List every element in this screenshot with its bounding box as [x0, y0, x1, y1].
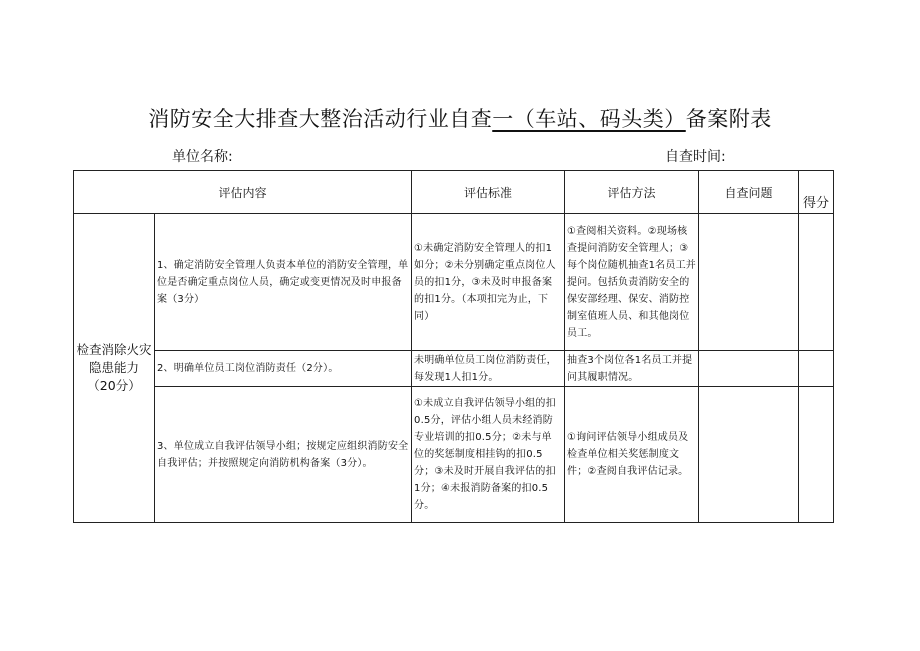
- issue-cell[interactable]: [699, 387, 799, 523]
- header-score: 得分: [799, 171, 834, 214]
- page-title: 消防安全大排查大整治活动行业自查一（车站、码头类）备案附表: [148, 107, 772, 131]
- header-issue: 自查问题: [699, 171, 799, 214]
- method-cell: 抽查3个岗位各1名员工并提问其履职情况。: [565, 351, 699, 387]
- score-cell[interactable]: [799, 351, 834, 387]
- issue-cell[interactable]: [699, 214, 799, 351]
- unit-name-label: 单位名称:: [172, 149, 233, 165]
- table-row: [74, 387, 834, 523]
- issue-cell[interactable]: [699, 351, 799, 387]
- category-cell: [74, 214, 155, 523]
- content-cell: 3、单位成立自我评估领导小组；按规定应组织消防安全自我评估；并按照规定向消防机构备案（3分）。: [155, 387, 412, 523]
- standard-cell: ①未确定消防安全管理人的扣1如分；②未分别确定重点岗位人员的扣1分，③未及时申报备案的扣1分。（本项扣完为止，下同）: [412, 214, 565, 351]
- header-row: [74, 171, 834, 214]
- table-row: [74, 351, 834, 387]
- self-check-table: [73, 170, 834, 523]
- header-standard: 评估标准: [412, 171, 565, 214]
- check-time-label: 自查时间:: [665, 149, 726, 165]
- standard-cell: 未明确单位员工岗位消防责任，每发现1人扣1分。: [412, 351, 565, 387]
- title-underlined-part: 一（车站、码头类）: [492, 107, 686, 131]
- category-line: 隐患能力: [88, 360, 139, 375]
- score-cell[interactable]: [799, 387, 834, 523]
- category-line: （20分）: [87, 378, 141, 393]
- header-method: 评估方法: [565, 171, 699, 214]
- category-line: 检查消除火灾: [76, 342, 152, 357]
- content-cell: 1、确定消防安全管理人负责本单位的消防安全管理，单位是否确定重点岗位人员，确定或变更情况及时申报备案（3分）: [155, 214, 412, 351]
- content-cell: 2、明确单位员工岗位消防责任（2分）。: [155, 351, 412, 387]
- header-content: 评估内容: [74, 171, 412, 214]
- standard-cell: ①未成立自我评估领导小组的扣0.5分，评估小组人员未经消防专业培训的扣0.5分；②未与单位的奖惩制度相挂钩的扣0.5分；③未及时开展自我评估的扣1分；④未报消防备案的扣0.5分。: [412, 387, 565, 523]
- score-cell[interactable]: [799, 214, 834, 351]
- table-row: [74, 214, 834, 351]
- method-cell: ①询问评估领导小组成员及检查单位相关奖惩制度文件；②查阅自我评估记录。: [565, 387, 699, 523]
- method-cell: ①查阅相关资料。②现场核查提问消防安全管理人；③每个岗位随机抽查1名员工并提问。包括负责消防安全的保安部经理、保安、消防控制室值班人员、和其他岗位员工。: [565, 214, 699, 351]
